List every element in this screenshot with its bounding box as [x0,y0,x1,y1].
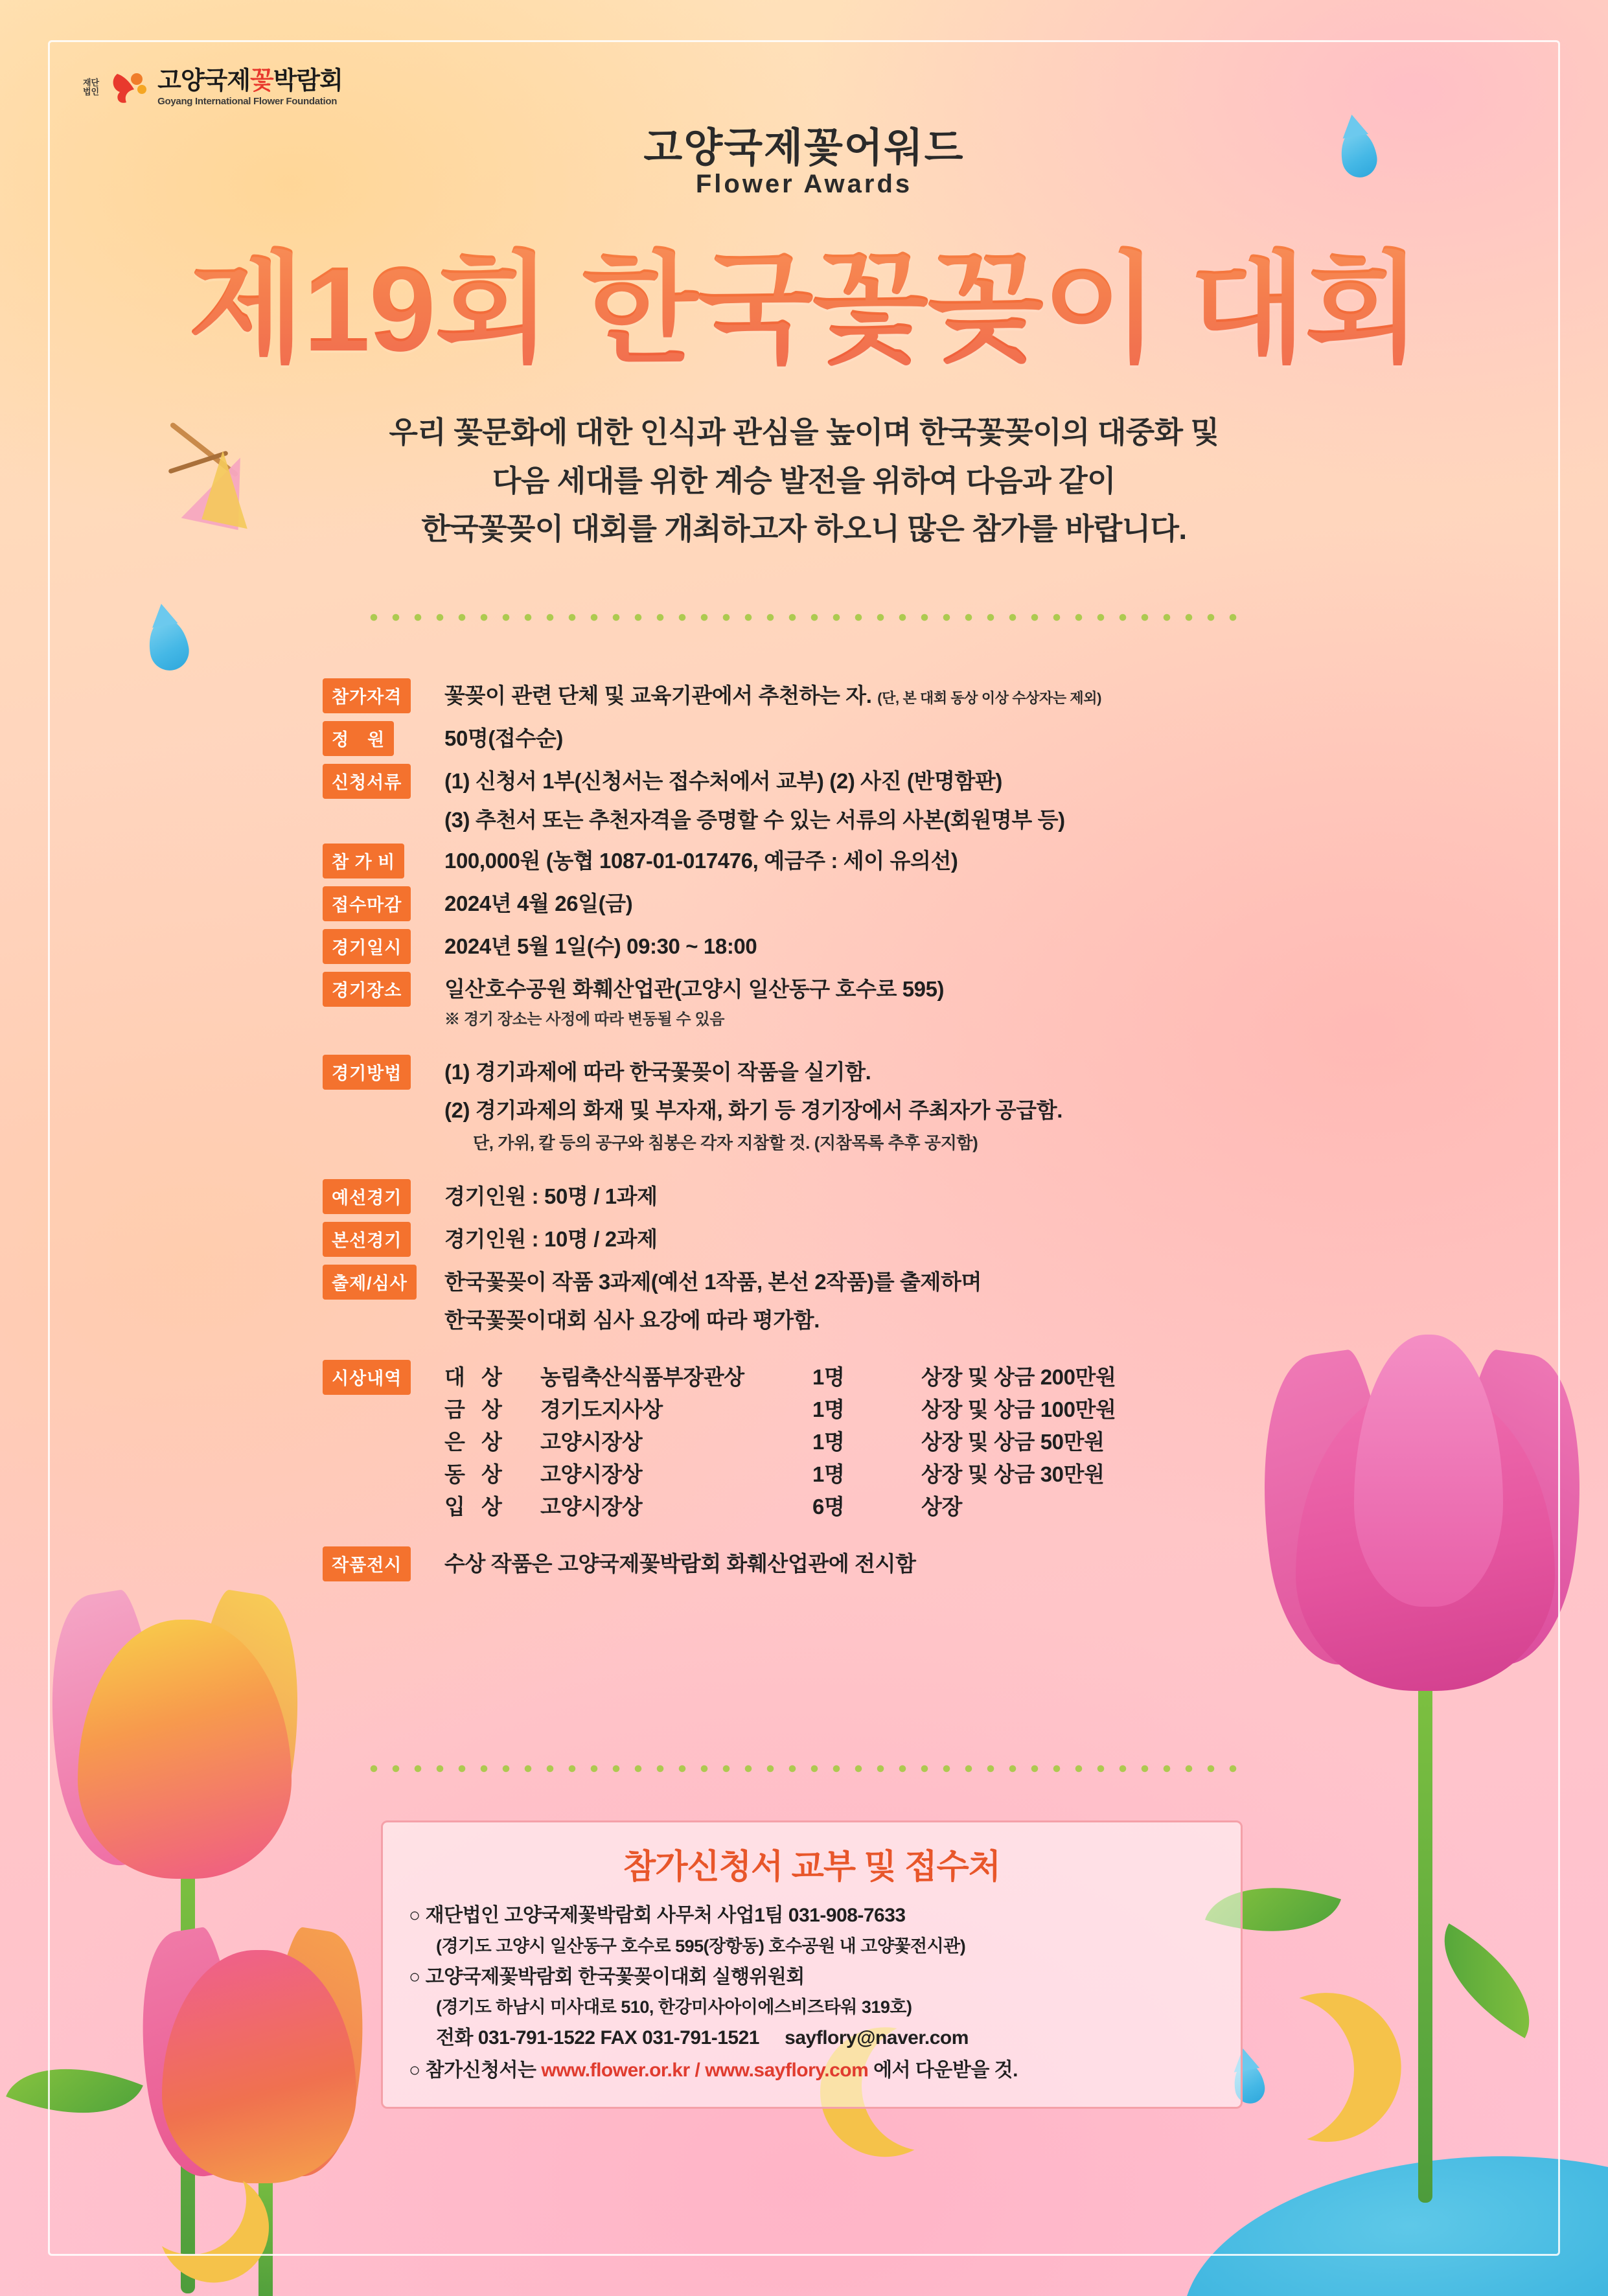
prize-grade: 대 상 [444,1364,507,1389]
row-qualification [323,677,1333,713]
prize-giver: 경기도지사상 [540,1397,663,1421]
value-judging [444,1263,1333,1337]
prize-reward: 상장 및 상금 30만원 [921,1462,1105,1486]
tag-cell [323,970,444,1007]
prize-grade: 금 상 [444,1397,507,1421]
link-separator: / [695,2059,700,2081]
tag-cell [323,1178,444,1214]
method-line-2: (2) 경기과제의 화재 및 부자재, 화기 등 경기장에서 주최자가 공급함. [444,1098,1063,1122]
tag-cell [323,720,444,756]
prize-reward: 상장 [921,1495,962,1519]
value-place [444,970,1333,1031]
method-line-1: (1) 경기과제에 따라 한국꽃꽂이 작품을 실기함. [444,1059,871,1084]
tag-cell [323,885,444,921]
bullet-icon: ○ [409,2059,420,2081]
label-capacity: 정 원 [323,721,394,756]
place-note: ※ 경기 장소는 사정에 따라 변동될 수 있음 [444,1010,725,1028]
crescent-moon-icon [116,2124,266,2275]
contact-item-1-text: 재단법인 고양국제꽃박람회 사무처 사업1팀 031-908-7633 [425,1905,906,1926]
contact-item-2-phone-row [409,2023,1215,2053]
logo-wordmark [157,69,343,106]
intro-line-3: 한국꽃꽂이 대회를 개최하고자 하오니 많은 참가를 바랍니다. [421,512,1187,546]
contact-email[interactable]: sayflory@naver.com [785,2027,969,2049]
value-method [444,1053,1333,1156]
bullet-icon: ○ [409,1966,420,1988]
label-method: 경기방법 [323,1055,411,1090]
application-contact-box [381,1820,1243,2109]
label-documents: 신청서류 [323,764,411,799]
prize-count: 6명 [812,1495,845,1519]
value-exhibition: 수상 작품은 고양국제꽃박람회 화훼산업관에 전시함 [444,1552,916,1576]
logo-ko-flower: 꽃 [249,67,273,95]
label-place: 경기장소 [323,972,411,1007]
flower-petal [1296,1386,1555,1691]
award-title-korean: 고양국제꽃어워드 [643,126,965,170]
contact-item-1 [409,1901,1215,1931]
judging-line-1: 한국꽃꽂이 작품 3과제(예선 1작품, 본선 2작품)를 출제하며 [444,1269,982,1294]
prize-grade: 동 상 [444,1462,507,1486]
website-link-flower[interactable]: www.flower.or.kr [541,2059,690,2081]
label-preliminary: 예선경기 [323,1179,411,1214]
label-deadline: 접수마감 [323,886,411,921]
flower-petal [167,1587,319,1872]
prize-reward: 상장 및 상금 100만원 [921,1397,1116,1421]
tag-cell [323,1263,444,1300]
row-method [323,1053,1333,1156]
download-suffix: 에서 다운받을 것. [873,2059,1018,2081]
contact-item-1-address: (경기도 고양시 일산동구 호수로 595(장항동) 호수공원 내 고양꽃전시관) [436,1936,966,1956]
label-final: 본선경기 [323,1222,411,1257]
flower-petal [247,1925,382,2183]
label-qualification: 참가자격 [323,678,411,713]
prize-count: 1명 [812,1397,845,1421]
flower-petal [78,1620,292,1879]
bullet-icon: ○ [409,1905,420,1926]
qualification-text: 꽃꽂이 관련 단체 및 교육기관에서 추천하는 자. [444,683,872,707]
prize-giver: 고양시장상 [540,1429,643,1454]
value-preliminary: 경기인원 : 50명 / 1과제 [444,1184,658,1208]
prize-table [444,1361,1333,1524]
flower-petal [31,1587,183,1872]
logo-korean-name [157,69,343,93]
logo-prefix-line1: 재단 [83,78,100,88]
table-row [444,1394,1333,1426]
flower-petal [124,1925,258,2183]
value-qualification [444,677,1333,712]
tag-cell [323,1221,444,1257]
value-final: 경기인원 : 10명 / 2과제 [444,1226,658,1251]
tag-cell [323,677,444,713]
flower-stem [181,1840,195,2293]
download-prefix: 참가신청서는 [425,2059,536,2081]
dotted-divider [363,612,1244,623]
prize-giver: 농림축산식품부장관상 [540,1364,744,1389]
documents-line-1: (1) 신청서 1부(신청서는 접수처에서 교부) (2) 사진 (반명함판) [444,769,1002,793]
contact-item-2-text: 고양국제꽃박람회 한국꽃꽂이대회 실행위원회 [425,1966,805,1988]
contact-item-2 [409,1962,1215,1992]
table-row [444,1426,1333,1458]
table-row [444,1361,1333,1394]
flower-stem [258,2151,273,2296]
value-deadline: 2024년 4월 26일(금) [444,891,633,915]
award-title-english: Flower Awards [695,170,913,198]
value-date: 2024년 5월 1일(수) 09:30 ~ 18:00 [444,934,757,958]
tag-cell [323,928,444,964]
value-capacity: 50명(접수순) [444,726,563,750]
value-prizes [444,1359,1333,1524]
value-fee: 100,000원 (농협 1087-01-017476, 예금주 : 세이 유의선) [444,849,958,873]
flower-petal [1430,1346,1602,1672]
pond-shape [1173,2137,1608,2296]
logo-prefix [83,78,99,96]
intro-line-2: 다음 세대를 위한 계승 발전을 위하여 다음과 같이 [492,463,1116,498]
tag-cell [323,842,444,878]
method-sub-note: 단, 가위, 칼 등의 공구와 침봉은 각자 지참할 것. (지참목록 추후 공지함) [473,1132,978,1153]
flower-petal [162,1950,356,2183]
row-fee [323,842,1333,878]
flower-petal [1354,1335,1503,1607]
tulip-illustration [143,1892,389,2296]
row-date [323,928,1333,964]
prize-reward: 상장 및 상금 200만원 [921,1364,1116,1389]
flower-logo-icon [108,67,150,108]
tulip-illustration [52,1548,324,2274]
prize-reward: 상장 및 상금 50만원 [921,1429,1105,1454]
tag-cell [323,1053,444,1090]
row-prizes [323,1359,1333,1524]
label-fee: 참 가 비 [323,844,404,878]
logo-prefix-line2: 법인 [83,87,100,97]
tag-cell [323,1359,444,1395]
table-row [444,1491,1333,1523]
documents-line-2: (3) 추천서 또는 추천자격을 증명할 수 있는 서류의 사본(회원명부 등) [444,807,1065,832]
flower-stem [1418,1659,1432,2203]
prize-grade: 은 상 [444,1429,507,1454]
tag-cell [323,763,444,799]
row-judging [323,1263,1333,1337]
water-drop-icon [145,615,192,673]
contact-phone-fax: 전화 031-791-1522 FAX 031-791-1521 [436,2027,759,2049]
tag-cell [323,1545,444,1581]
logo-english-name: Goyang International Flower Foundation [157,96,338,107]
logo-ko-a: 고양국제 [157,67,250,95]
logo-ko-b: 박람회 [273,67,343,95]
website-link-sayflory[interactable]: www.sayflory.com [705,2059,869,2081]
row-place [323,970,1333,1031]
flower-leaf [1418,1923,1556,2038]
prize-giver: 고양시장상 [540,1495,643,1519]
contact-item-2-address: (경기도 하남시 미사대로 510, 한강미사아이에스비즈타워 319호) [436,1997,912,2017]
table-row [444,1458,1333,1491]
row-deadline [323,885,1333,921]
row-capacity [323,720,1333,756]
flower-leaf [6,2039,143,2142]
intro-paragraph [0,408,1608,553]
row-documents [323,763,1333,836]
prize-count: 1명 [812,1364,845,1389]
label-judging: 출제/심사 [323,1265,417,1300]
label-prizes: 시상내역 [323,1360,411,1395]
prize-count: 1명 [812,1462,845,1486]
row-exhibition [323,1545,1333,1581]
value-documents [444,763,1333,836]
label-exhibition: 작품전시 [323,1546,411,1581]
qualification-note: (단, 본 대회 동상 이상 수상자는 제외) [877,690,1102,706]
prize-count: 1명 [812,1429,845,1454]
intro-line-1: 우리 꽃문화에 대한 인식과 관심을 높이며 한국꽃꽂이의 대중화 및 [389,415,1219,449]
row-preliminary [323,1178,1333,1214]
label-date: 경기일시 [323,929,411,964]
contact-box-title: 참가신청서 교부 및 접수처 [623,1848,1000,1886]
dotted-divider [363,1763,1244,1774]
row-final [323,1221,1333,1257]
contact-item-3 [409,2056,1215,2085]
place-text: 일산호수공원 화훼산업관(고양시 일산동구 호수로 595) [444,977,945,1001]
prize-giver: 고양시장상 [540,1462,643,1486]
details-list [323,677,1333,1588]
prize-grade: 입 상 [444,1495,507,1519]
foundation-logo [83,67,343,108]
judging-line-2: 한국꽃꽂이대회 심사 요강에 따라 평가함. [444,1308,820,1332]
page-title: 제19회 한국꽃꽂이 대회 [0,212,1608,385]
